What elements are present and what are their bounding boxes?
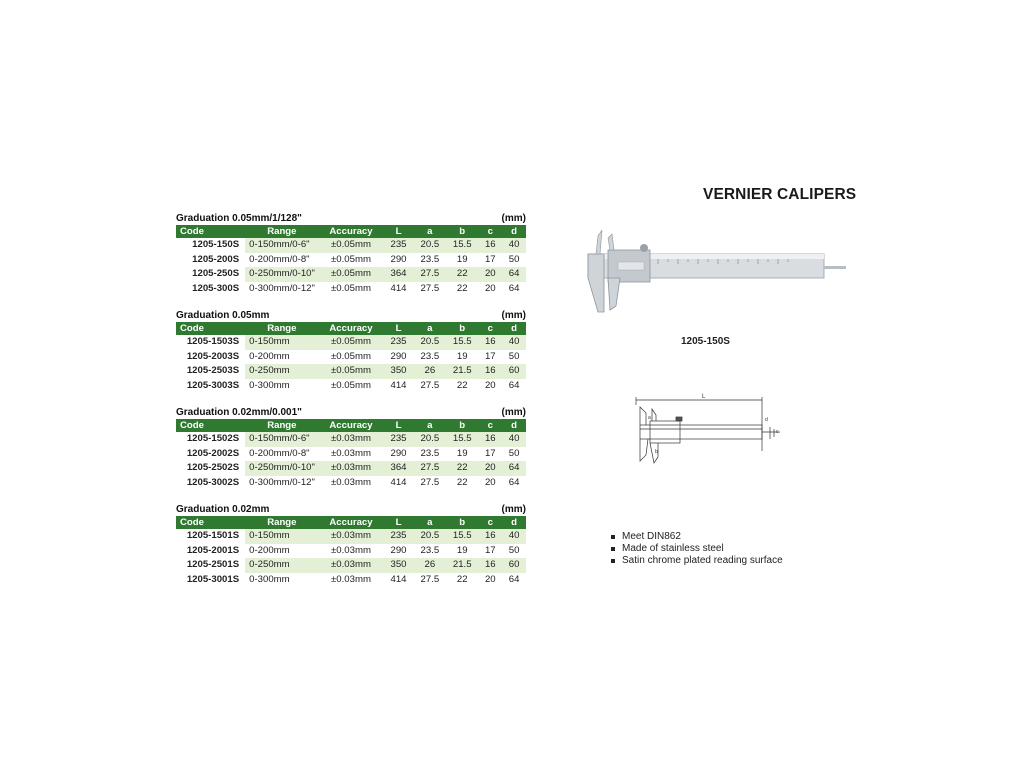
table-cell: 1205-3002S [186, 476, 240, 488]
column-header: d [502, 225, 526, 238]
table-cell: ±0.05mm [319, 335, 384, 350]
table-cell: 27.5 [420, 379, 440, 391]
column-header: Code [176, 516, 245, 529]
column-header: c [478, 419, 502, 432]
table-cell: 1205-300S [192, 282, 240, 294]
table-cell: 17 [484, 350, 496, 362]
table-heading-row [176, 213, 526, 225]
table-cell: 414 [390, 476, 407, 488]
table-cell: ±0.03mm [319, 529, 384, 544]
table-cell: 22 [456, 379, 468, 391]
feature-item [611, 555, 783, 567]
table-cell: 19 [456, 447, 468, 459]
graduation-heading: Graduation 0.05mm/1/128" [176, 213, 302, 224]
column-header: L [383, 225, 413, 238]
table-cell: 22 [456, 573, 468, 585]
spec-table-block [176, 310, 526, 393]
table-row [176, 379, 526, 394]
table-cell: 50 [508, 447, 520, 459]
column-header: Range [245, 419, 318, 432]
table-heading-row [176, 310, 526, 322]
table-cell: 64 [502, 461, 526, 476]
table-row [176, 253, 526, 268]
spec-tables [176, 213, 526, 601]
table-cell: ±0.03mm [331, 573, 371, 585]
table-cell: 40 [502, 238, 526, 253]
column-header: b [446, 322, 478, 335]
bullet-icon [611, 547, 615, 551]
column-header: d [502, 322, 526, 335]
table-cell: 20 [484, 379, 496, 391]
table-cell: 20.5 [414, 432, 446, 447]
table-row [176, 461, 526, 476]
unit-label: (mm) [501, 310, 526, 321]
feature-item [611, 543, 783, 555]
table-cell: 23.5 [420, 544, 440, 556]
table-cell: ±0.03mm [331, 476, 371, 488]
table-cell: 364 [383, 461, 413, 476]
column-header: Code [176, 419, 245, 432]
spec-table-block [176, 504, 526, 587]
table-cell: ±0.05mm [331, 379, 371, 391]
graduation-heading: Graduation 0.02mm/0.001" [176, 407, 302, 418]
table-cell: 1205-250S [176, 267, 245, 282]
table-cell: 350 [383, 364, 413, 379]
table-cell: 0-250mm [245, 364, 318, 379]
diagram-label-b: b [655, 449, 658, 455]
table-cell: 64 [508, 476, 520, 488]
table-cell: 64 [508, 573, 520, 585]
table-cell: ±0.03mm [331, 544, 371, 556]
table-row [176, 544, 526, 559]
table-header-row [176, 322, 526, 335]
unit-label: (mm) [501, 213, 526, 224]
table-cell: 290 [390, 447, 407, 459]
table-heading-row [176, 407, 526, 419]
photo-caption: 1205-150S [681, 336, 730, 347]
table-cell: 23.5 [420, 253, 440, 265]
diagram-label-a: a [648, 415, 651, 421]
column-header: L [383, 516, 413, 529]
table-cell: 1205-2501S [176, 558, 245, 573]
table-cell: 1205-2503S [176, 364, 245, 379]
table-cell: 22 [446, 461, 478, 476]
table-cell: 1205-2002S [186, 447, 240, 459]
table-cell: 235 [383, 529, 413, 544]
table-cell: 60 [502, 558, 526, 573]
feature-text: Satin chrome plated reading surface [622, 555, 783, 566]
table-cell: 20 [484, 282, 496, 294]
table-cell: 0-200mm [249, 350, 290, 362]
column-header: Code [176, 322, 245, 335]
table-cell: 16 [478, 364, 502, 379]
table-cell: 20 [478, 267, 502, 282]
table-cell: 23.5 [420, 350, 440, 362]
feature-list [611, 531, 783, 567]
table-cell: 20 [478, 461, 502, 476]
table-row [176, 476, 526, 491]
table-cell: ±0.03mm [319, 432, 384, 447]
table-cell: 1205-1502S [176, 432, 245, 447]
table-cell: ±0.05mm [319, 364, 384, 379]
table-cell: 27.5 [420, 476, 440, 488]
column-header: L [383, 419, 413, 432]
table-row [176, 350, 526, 365]
column-header: c [478, 225, 502, 238]
table-cell: 0-250mm/0-10" [245, 461, 318, 476]
feature-text: Made of stainless steel [622, 543, 724, 554]
dimension-diagram [628, 391, 788, 471]
table-cell: 0-150mm [245, 529, 318, 544]
table-cell: 21.5 [446, 558, 478, 573]
diagram-label-c: c [776, 429, 779, 435]
table-row [176, 558, 526, 573]
table-row [176, 335, 526, 350]
column-header: b [446, 516, 478, 529]
table-cell: 1205-2001S [186, 544, 240, 556]
column-header: Range [245, 516, 318, 529]
table-cell: 40 [502, 432, 526, 447]
table-cell: 0-250mm/0-10" [245, 267, 318, 282]
table-cell: 0-200mm/0-8" [249, 253, 310, 265]
column-header: a [414, 225, 446, 238]
table-row [176, 267, 526, 282]
column-header: b [446, 225, 478, 238]
spec-table-block [176, 213, 526, 296]
column-header: Accuracy [319, 225, 384, 238]
table-cell: 27.5 [420, 573, 440, 585]
table-cell: 1205-150S [176, 238, 245, 253]
table-cell: 364 [383, 267, 413, 282]
column-header: Accuracy [319, 419, 384, 432]
table-cell: 0-200mm/0-8" [249, 447, 310, 459]
caliper-photo [578, 222, 850, 316]
table-cell: 50 [508, 350, 520, 362]
table-cell: 0-300mm/0-12" [249, 282, 315, 294]
column-header: Accuracy [319, 516, 384, 529]
table-cell: ±0.05mm [331, 253, 371, 265]
table-cell: 40 [502, 335, 526, 350]
column-header: Range [245, 322, 318, 335]
unit-label: (mm) [501, 504, 526, 515]
table-cell: 1205-200S [192, 253, 240, 265]
table-cell: 17 [484, 253, 496, 265]
table-cell: ±0.05mm [331, 282, 371, 294]
table-cell: 17 [484, 447, 496, 459]
table-cell: 22 [456, 476, 468, 488]
table-cell: 16 [478, 432, 502, 447]
table-cell: 290 [390, 253, 407, 265]
table-cell: 15.5 [446, 529, 478, 544]
table-cell: 414 [390, 282, 407, 294]
spec-table [176, 516, 526, 587]
table-heading-row [176, 504, 526, 516]
spec-table [176, 419, 526, 490]
table-cell: 23.5 [420, 447, 440, 459]
table-cell: 20.5 [414, 335, 446, 350]
table-cell: 20.5 [414, 238, 446, 253]
table-row [176, 447, 526, 462]
table-cell: 19 [456, 350, 468, 362]
table-cell: 1205-3003S [186, 379, 240, 391]
table-cell: ±0.05mm [331, 350, 371, 362]
table-cell: 235 [383, 238, 413, 253]
table-row [176, 529, 526, 544]
table-cell: 0-200mm [249, 544, 290, 556]
graduation-heading: Graduation 0.02mm [176, 504, 270, 515]
table-cell: ±0.05mm [319, 238, 384, 253]
graduation-heading: Graduation 0.05mm [176, 310, 270, 321]
table-cell: 16 [478, 335, 502, 350]
diagram-label-d: d [765, 417, 768, 423]
table-cell: 15.5 [446, 432, 478, 447]
table-row [176, 282, 526, 297]
table-cell: 0-300mm [249, 573, 290, 585]
table-cell: 1205-1503S [176, 335, 245, 350]
table-cell: 16 [478, 558, 502, 573]
column-header: c [478, 322, 502, 335]
table-cell: 40 [502, 529, 526, 544]
table-cell: ±0.03mm [331, 447, 371, 459]
table-cell: 64 [502, 267, 526, 282]
table-cell: 290 [390, 544, 407, 556]
table-cell: 21.5 [446, 364, 478, 379]
table-header-row [176, 516, 526, 529]
table-cell: 15.5 [446, 335, 478, 350]
table-cell: ±0.03mm [319, 558, 384, 573]
column-header: d [502, 419, 526, 432]
table-cell: 20 [484, 573, 496, 585]
bullet-icon [611, 535, 615, 539]
table-cell: 235 [383, 335, 413, 350]
column-header: d [502, 516, 526, 529]
table-cell: 290 [390, 350, 407, 362]
table-header-row [176, 419, 526, 432]
column-header: c [478, 516, 502, 529]
diagram-label-L: L [702, 394, 706, 400]
table-cell: 0-250mm [245, 558, 318, 573]
table-cell: ±0.05mm [319, 267, 384, 282]
table-cell: 64 [508, 379, 520, 391]
table-cell: 26 [414, 558, 446, 573]
table-cell: 1205-1501S [176, 529, 245, 544]
table-row [176, 432, 526, 447]
table-cell: 20 [484, 476, 496, 488]
table-cell: 27.5 [420, 282, 440, 294]
table-row [176, 364, 526, 379]
unit-label: (mm) [501, 407, 526, 418]
column-header: Code [176, 225, 245, 238]
table-row [176, 238, 526, 253]
table-cell: 16 [478, 529, 502, 544]
table-cell: 0-300mm/0-12" [249, 476, 315, 488]
column-header: a [414, 516, 446, 529]
table-cell: 350 [383, 558, 413, 573]
spec-table [176, 322, 526, 393]
table-cell: 19 [456, 544, 468, 556]
column-header: Accuracy [319, 322, 384, 335]
table-cell: 1205-2003S [186, 350, 240, 362]
table-cell: 20.5 [414, 529, 446, 544]
table-cell: 22 [446, 267, 478, 282]
table-cell: 414 [390, 573, 407, 585]
table-cell: 0-300mm [249, 379, 290, 391]
table-header-row [176, 225, 526, 238]
column-header: L [383, 322, 413, 335]
spec-table-block [176, 407, 526, 490]
table-cell: 26 [414, 364, 446, 379]
table-cell: 50 [508, 544, 520, 556]
column-header: b [446, 419, 478, 432]
column-header: a [414, 419, 446, 432]
table-row [176, 573, 526, 588]
column-header: Range [245, 225, 318, 238]
table-cell: 22 [456, 282, 468, 294]
table-cell: 64 [508, 282, 520, 294]
table-cell: 0-150mm/0-6" [245, 432, 318, 447]
bullet-icon [611, 559, 615, 563]
table-cell: 27.5 [414, 267, 446, 282]
table-cell: ±0.03mm [319, 461, 384, 476]
table-cell: 1205-3001S [186, 573, 240, 585]
page-title: VERNIER CALIPERS [703, 186, 857, 203]
table-cell: 19 [456, 253, 468, 265]
table-cell: 17 [484, 544, 496, 556]
table-cell: 50 [508, 253, 520, 265]
table-cell: 235 [383, 432, 413, 447]
feature-text: Meet DIN862 [622, 531, 681, 542]
table-cell: 60 [502, 364, 526, 379]
table-cell: 0-150mm [245, 335, 318, 350]
spec-table [176, 225, 526, 296]
column-header: a [414, 322, 446, 335]
table-cell: 1205-2502S [176, 461, 245, 476]
table-cell: 16 [478, 238, 502, 253]
table-cell: 0-150mm/0-6" [245, 238, 318, 253]
table-cell: 27.5 [414, 461, 446, 476]
table-cell: 15.5 [446, 238, 478, 253]
table-cell: 414 [390, 379, 407, 391]
feature-item [611, 531, 783, 543]
